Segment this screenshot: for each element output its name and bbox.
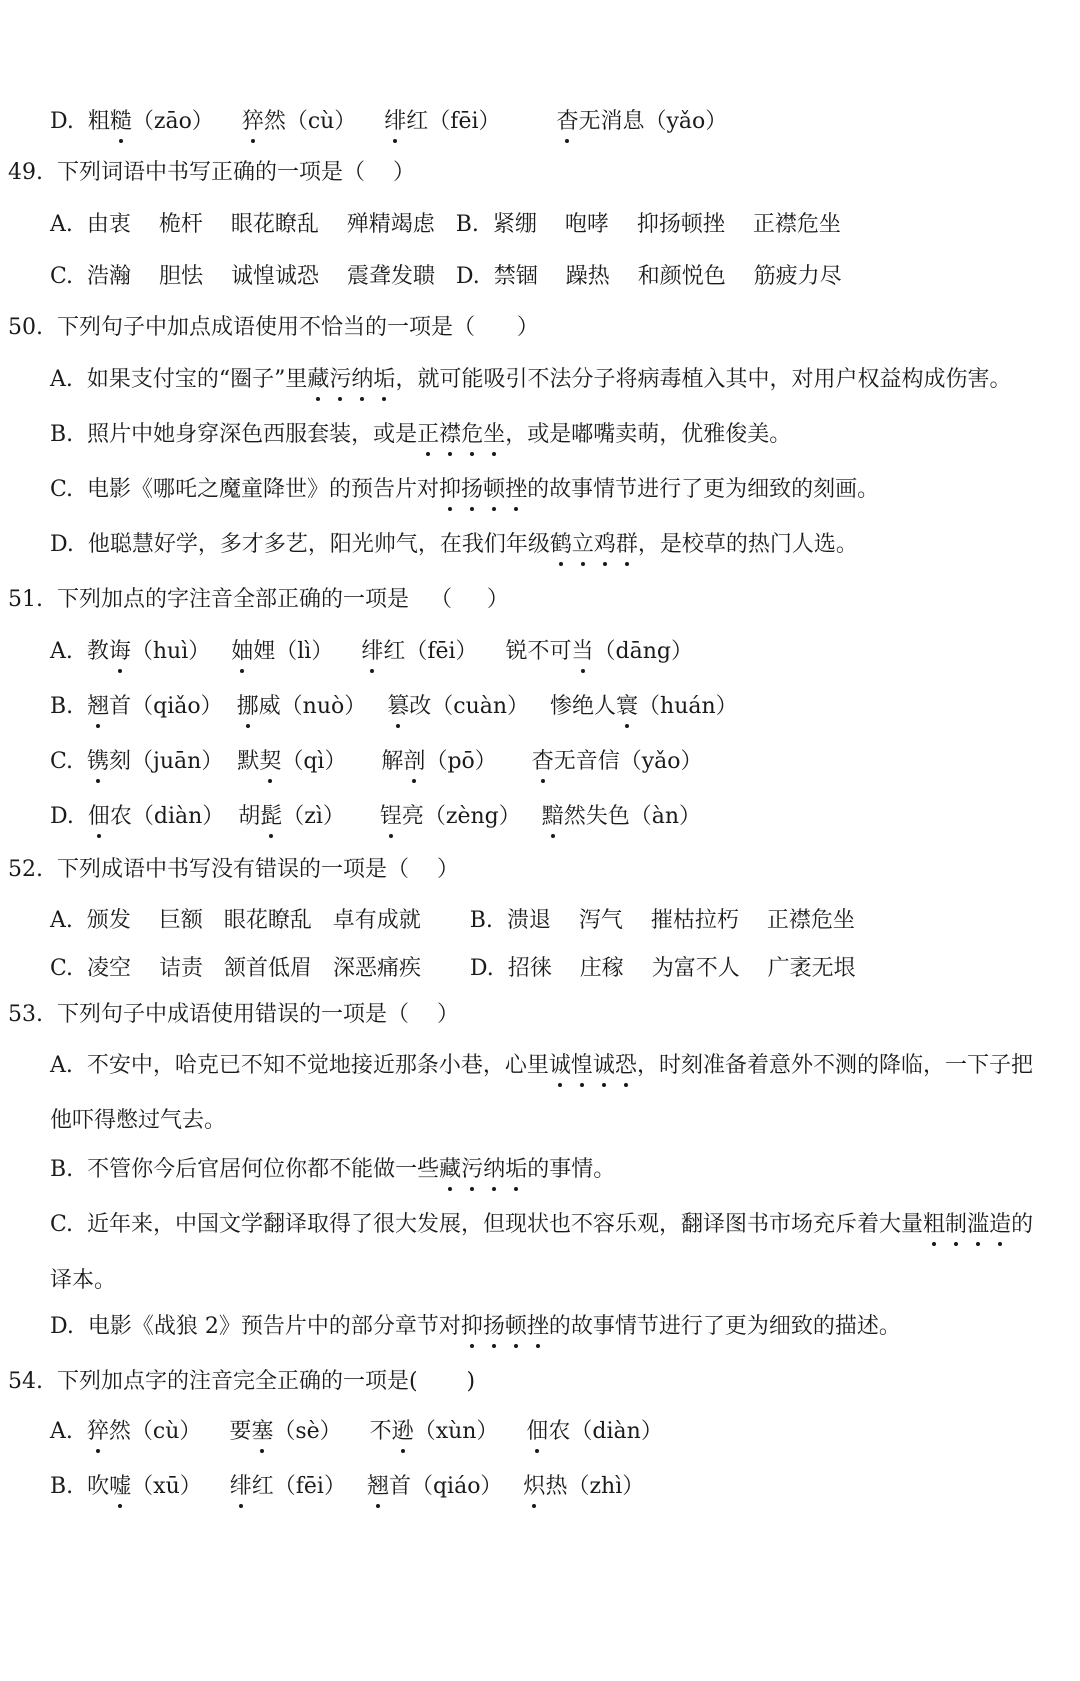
emphasized-char: 篡	[387, 692, 409, 722]
emphasized-char: 污	[461, 1155, 483, 1185]
emphasized-char: 绯	[230, 1472, 252, 1502]
emphasized-char: 扬	[461, 475, 483, 505]
emphasized-char: 逊	[392, 1417, 414, 1447]
emphasized-char: 猝	[242, 107, 264, 137]
emphasized-char: 鸡	[594, 530, 616, 560]
emphasized-char: 妯	[231, 637, 253, 667]
emphasized-char: 佃	[526, 1417, 548, 1447]
emphasized-char: 诚	[593, 1051, 615, 1081]
emphasized-char: 襟	[439, 420, 461, 450]
answer-option: A. 教诲（huì） 妯娌（lì） 绯红（fēi） 锐不可当（dāng）	[50, 637, 693, 667]
emphasized-char: 杳	[556, 107, 578, 137]
answer-option: B. 翘首（qiǎo） 挪威（nuò） 篡改（cuàn） 惨绝人寰（huán）	[50, 692, 738, 722]
answer-option: D. 粗糙（zāo） 猝然（cù） 绯红（fēi） 杳无消息（yǎo）	[50, 107, 727, 137]
answer-option: C. 浩瀚 胆怯 诚惶诚恐 震聋发聩 D. 禁锢 躁热 和颜悦色 筋疲力尽	[50, 264, 842, 289]
emphasized-char: 滥	[967, 1210, 989, 1240]
answer-option: A. 由衷 桅杆 眼花瞭乱 殚精竭虑 B. 紧绷 咆哮 抑扬顿挫 正襟危坐	[50, 212, 841, 237]
emphasized-char: 当	[572, 637, 594, 667]
emphasized-char: 藏	[439, 1155, 461, 1185]
emphasized-char: 正	[417, 420, 439, 450]
emphasized-char: 恐	[615, 1051, 637, 1081]
emphasized-char: 群	[616, 530, 638, 560]
emphasized-char: 立	[572, 530, 594, 560]
emphasized-char: 嘘	[109, 1472, 131, 1502]
emphasized-char: 糙	[110, 107, 132, 137]
question-stem: 54. 下列加点字的注音完全正确的一项是( )	[8, 1369, 476, 1394]
answer-option: D. 他聪慧好学，多才多艺，阳光帅气，在我们年级鹤立鸡群，是校草的热门人选。	[50, 530, 858, 560]
answer-option: A. 如果支付宝的“圈子”里藏污纳垢，就可能吸引不法分子将病毒植入其中，对用户权益构成伤害。	[50, 365, 1011, 395]
answer-option: C. 电影《哪吒之魔童降世》的预告片对抑扬顿挫的故事情节进行了更为细致的刻画。	[50, 475, 879, 505]
emphasized-char: 扬	[483, 1312, 505, 1342]
emphasized-char: 髭	[260, 802, 282, 832]
emphasized-char: 纳	[483, 1155, 505, 1185]
emphasized-char: 纳	[351, 365, 373, 395]
emphasized-char: 诲	[109, 637, 131, 667]
emphasized-char: 藏	[307, 365, 329, 395]
emphasized-char: 佃	[88, 802, 110, 832]
question-stem: 53. 下列句子中成语使用错误的一项是（ ）	[8, 1002, 459, 1027]
emphasized-char: 挫	[505, 475, 527, 505]
answer-option: C. 凌空 诘责 颔首低眉 深恶痛疾 D. 招徕 庄稼 为富不人 广袤无垠	[50, 956, 856, 981]
answer-option: 他吓得憋过气去。	[50, 1108, 227, 1133]
answer-option: C. 镌刻（juān） 默契（qì） 解剖（pō） 杳无音信（yǎo）	[50, 747, 703, 777]
question-stem: 51. 下列加点的字注音全部正确的一项是 （ ）	[8, 587, 509, 612]
answer-option: A. 不安中，哈克已不知不觉地接近那条小巷，心里诚惶诚恐，时刻准备着意外不测的降临，一下子把	[50, 1051, 1033, 1081]
answer-option: 译本。	[50, 1268, 117, 1293]
emphasized-char: 猝	[87, 1417, 109, 1447]
answer-option: A. 猝然（cù） 要塞（sè） 不逊（xùn） 佃农（diàn）	[50, 1417, 663, 1447]
emphasized-char: 粗	[923, 1210, 945, 1240]
emphasized-char: 契	[259, 747, 281, 777]
emphasized-char: 惶	[571, 1051, 593, 1081]
question-stem: 52. 下列成语中书写没有错误的一项是（ ）	[8, 857, 459, 882]
answer-option: C. 近年来，中国文学翻译取得了很大发展，但现状也不容乐观，翻译图书市场充斥着大量粗制滥造的	[50, 1210, 1033, 1240]
emphasized-char: 剖	[403, 747, 425, 777]
emphasized-char: 炽	[523, 1472, 545, 1502]
question-stem: 49. 下列词语中书写正确的一项是（ ）	[8, 160, 415, 185]
answer-option: A. 颁发 巨额 眼花瞭乱 卓有成就 B. 溃退 泻气 摧枯拉朽 正襟危坐	[50, 908, 855, 933]
emphasized-char: 杳	[532, 747, 554, 777]
emphasized-char: 寰	[616, 692, 638, 722]
emphasized-char: 危	[461, 420, 483, 450]
answer-option: B. 吹嘘（xū） 绯红（fēi） 翘首（qiáo） 炽热（zhì）	[50, 1472, 644, 1502]
emphasized-char: 挫	[527, 1312, 549, 1342]
emphasized-char: 抑	[439, 475, 461, 505]
answer-option: D. 电影《战狼 2》预告片中的部分章节对抑扬顿挫的故事情节进行了更为细致的描述。	[50, 1312, 901, 1342]
emphasized-char: 塞	[251, 1417, 273, 1447]
emphasized-char: 顿	[505, 1312, 527, 1342]
emphasized-char: 制	[945, 1210, 967, 1240]
answer-option: B. 照片中她身穿深色西服套装，或是正襟危坐，或是嘟嘴卖萌，优雅俊美。	[50, 420, 791, 450]
emphasized-char: 镌	[87, 747, 109, 777]
emphasized-char: 锃	[380, 802, 402, 832]
emphasized-char: 翘	[87, 692, 109, 722]
emphasized-char: 抑	[461, 1312, 483, 1342]
emphasized-char: 坐	[483, 420, 505, 450]
emphasized-char: 黯	[542, 802, 564, 832]
answer-option: B. 不管你今后官居何位你都不能做一些藏污纳垢的事情。	[50, 1155, 615, 1185]
answer-option: D. 佃农（diàn） 胡髭（zì） 锃亮（zèng） 黯然失色（àn）	[50, 802, 701, 832]
emphasized-char: 顿	[483, 475, 505, 505]
emphasized-char: 绯	[384, 107, 406, 137]
emphasized-char: 诚	[549, 1051, 571, 1081]
emphasized-char: 绯	[361, 637, 383, 667]
emphasized-char: 造	[989, 1210, 1011, 1240]
emphasized-char: 垢	[373, 365, 395, 395]
emphasized-char: 挪	[237, 692, 259, 722]
emphasized-char: 污	[329, 365, 351, 395]
question-stem: 50. 下列句子中加点成语使用不恰当的一项是（ ）	[8, 315, 539, 340]
emphasized-char: 垢	[505, 1155, 527, 1185]
emphasized-char: 翘	[367, 1472, 389, 1502]
emphasized-char: 鹤	[550, 530, 572, 560]
